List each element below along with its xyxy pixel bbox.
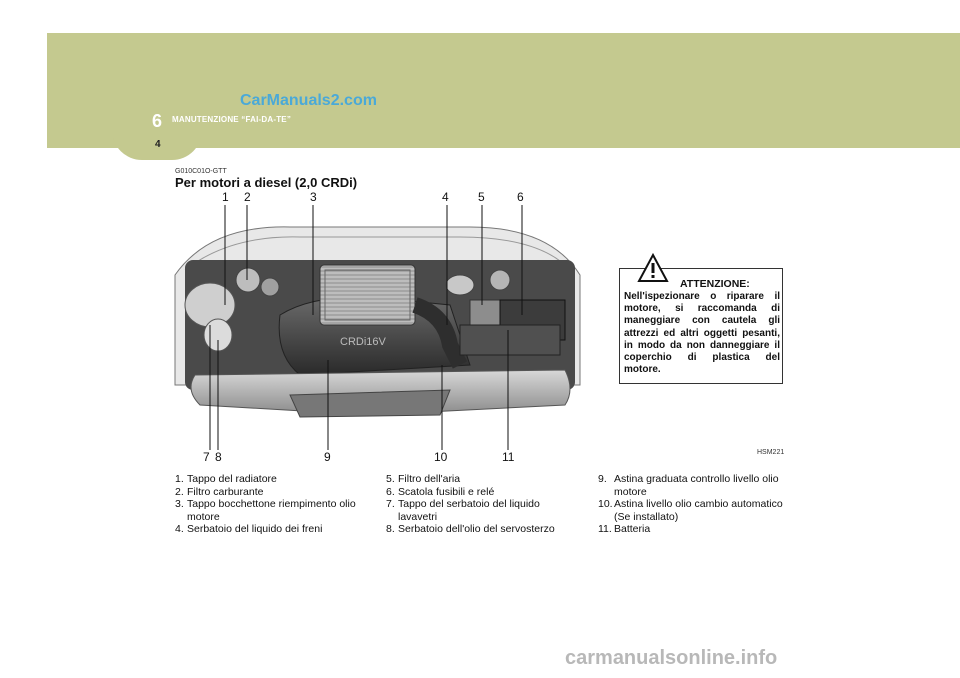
legend-item: 5. Filtro dell'aria bbox=[386, 473, 461, 485]
legend-item: 8. Serbatoio dell'olio del servosterzo bbox=[386, 523, 555, 535]
callout-2: 2 bbox=[244, 190, 251, 204]
legend-column-1 bbox=[175, 473, 370, 536]
footer-watermark: carmanualsonline.info bbox=[565, 647, 778, 669]
legend-item: 9. Astina graduata controllo livello olio motore bbox=[598, 473, 779, 498]
chapter-title: MANUTENZIONE “FAI-DA-TE” bbox=[172, 115, 292, 124]
callout-3: 3 bbox=[310, 190, 317, 204]
legend-item: 7. Tappo del serbatoio del liquido lavavetri bbox=[386, 498, 540, 523]
legend-item: 6. Scatola fusibili e relé bbox=[386, 485, 495, 498]
legend-item: 11. Batteria bbox=[598, 523, 651, 535]
chapter-number: 6 bbox=[152, 111, 163, 131]
legend-item: 1. Tappo del radiatore bbox=[175, 473, 277, 485]
callout-8: 8 bbox=[215, 450, 222, 464]
warning-triangle-icon bbox=[637, 253, 669, 283]
warning-text: Nell'ispezionare o riparare il motore, si raccomanda di maneggiare con cautela gli attrezzi ed altri oggetti pesanti, in modo da non danneggiare il coperchio di plastica del motore. bbox=[624, 291, 780, 376]
figure-code: HSM221 bbox=[757, 449, 785, 456]
legend-item: 4. Serbatoio del liquido dei freni bbox=[175, 523, 323, 535]
engine-badge: CRDi16V bbox=[340, 336, 386, 348]
callout-1: 1 bbox=[222, 190, 229, 204]
legend-column-2 bbox=[386, 473, 576, 536]
section-title: Per motori a diesel (2,0 CRDi) bbox=[175, 175, 358, 190]
callout-6: 6 bbox=[517, 190, 524, 204]
legend-item: 3. Tappo bocchettone riempimento olio motore bbox=[175, 498, 356, 523]
callout-9: 9 bbox=[324, 450, 331, 464]
warning-title: ATTENZIONE: bbox=[680, 278, 750, 290]
section-code: G010C01O-GTT bbox=[175, 168, 227, 175]
engine-bay-illustration bbox=[170, 205, 590, 450]
callout-10: 10 bbox=[434, 450, 448, 464]
watermark-link[interactable]: CarManuals2.com bbox=[240, 92, 377, 109]
legend-item: 2. Filtro carburante bbox=[175, 485, 264, 498]
callout-5: 5 bbox=[478, 190, 485, 204]
legend-column-3 bbox=[598, 473, 784, 536]
warning-box bbox=[619, 268, 783, 384]
callout-11: 11 bbox=[502, 450, 515, 464]
callout-7: 7 bbox=[203, 450, 210, 464]
callout-4: 4 bbox=[442, 190, 449, 204]
legend-item: 10. Astina livello olio cambio automatico (Se installato) bbox=[598, 498, 783, 523]
page-number: 4 bbox=[155, 139, 161, 150]
